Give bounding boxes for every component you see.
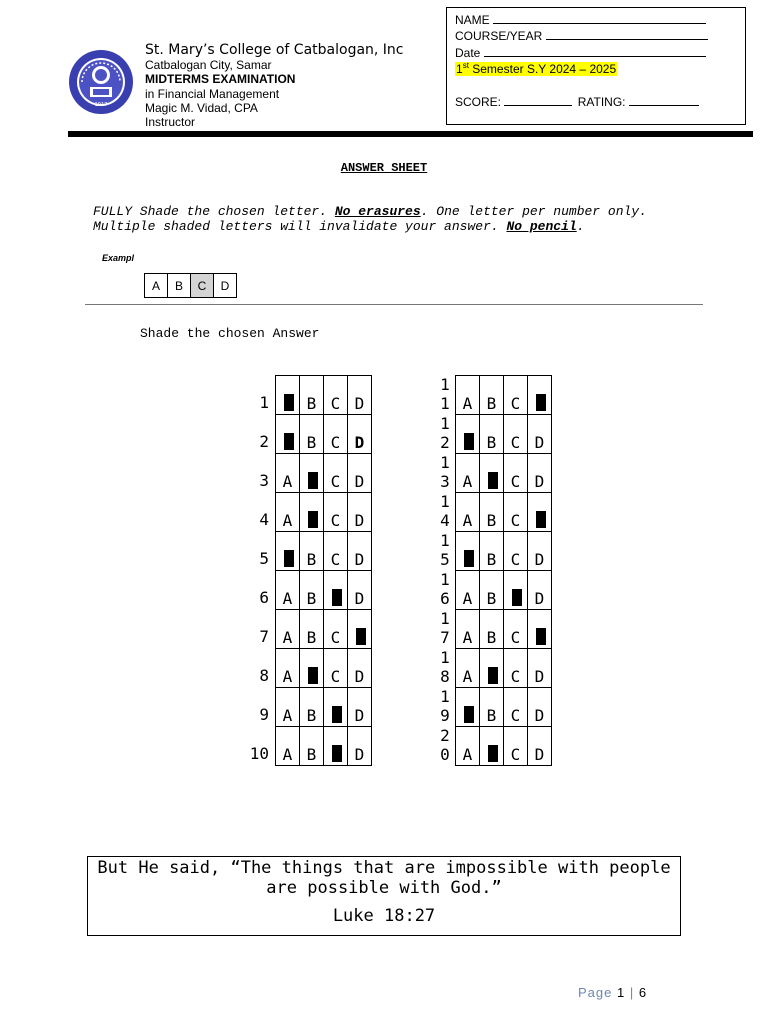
shaded-mark <box>464 433 474 450</box>
quote-text: But He said, “The things that are impossible with people are possible with God.” <box>97 858 671 898</box>
shaded-mark <box>488 745 498 762</box>
example-option-c: C <box>191 274 214 298</box>
date-label: Date <box>455 46 481 60</box>
answer-option-1-d[interactable]: D <box>348 376 372 415</box>
date-field[interactable] <box>455 45 706 60</box>
score-rating-field[interactable] <box>455 94 699 109</box>
answer-option-18-c[interactable]: C <box>504 649 528 688</box>
answer-option-20-a[interactable]: A <box>456 727 480 766</box>
answer-option-12-a[interactable] <box>456 415 480 454</box>
answer-option-16-c[interactable] <box>504 571 528 610</box>
total-pages: 6 <box>638 985 648 1000</box>
answer-option-12-c[interactable]: C <box>504 415 528 454</box>
instructions: FULLY Shade the chosen letter. No erasures. One letter per number only. Multiple shaded letters will invalidate your answer. No pencil. <box>93 204 647 234</box>
answer-option-4-d[interactable]: D <box>348 493 372 532</box>
shaded-mark <box>308 472 318 489</box>
answer-option-19-b[interactable]: B <box>480 688 504 727</box>
semester-highlight: 1st Semester S.Y 2024 – 2025 <box>456 61 617 76</box>
answer-option-6-d[interactable]: D <box>348 571 372 610</box>
shaded-mark <box>536 628 546 645</box>
answer-option-8-d[interactable]: D <box>348 649 372 688</box>
example-option-d: D <box>214 274 237 298</box>
question-number: 4 <box>259 510 269 529</box>
answer-option-15-d[interactable]: D <box>528 532 552 571</box>
answer-option-17-c[interactable]: C <box>504 610 528 649</box>
answer-option-3-c[interactable]: C <box>324 454 348 493</box>
answer-option-10-b[interactable]: B <box>300 727 324 766</box>
answer-option-6-a[interactable]: A <box>276 571 300 610</box>
answer-option-17-b[interactable]: B <box>480 610 504 649</box>
question-number: 1 6 <box>440 570 450 608</box>
answer-option-3-a[interactable]: A <box>276 454 300 493</box>
shaded-mark <box>464 706 474 723</box>
answer-option-13-d[interactable]: D <box>528 454 552 493</box>
date-blank[interactable] <box>484 45 706 57</box>
answer-option-6-c[interactable] <box>324 571 348 610</box>
answer-option-13-c[interactable]: C <box>504 454 528 493</box>
answer-option-20-d[interactable]: D <box>528 727 552 766</box>
answer-option-8-a[interactable]: A <box>276 649 300 688</box>
answer-option-17-d[interactable] <box>528 610 552 649</box>
shaded-mark <box>332 745 342 762</box>
instructor-name: Magic M. Vidad, CPA <box>145 101 258 115</box>
shaded-mark <box>284 433 294 450</box>
answer-option-4-c[interactable]: C <box>324 493 348 532</box>
answer-option-18-a[interactable]: A <box>456 649 480 688</box>
answer-option-19-c[interactable]: C <box>504 688 528 727</box>
answer-option-11-c[interactable]: C <box>504 376 528 415</box>
answer-option-10-c[interactable] <box>324 727 348 766</box>
question-number: 1 8 <box>440 648 450 686</box>
answer-option-3-d[interactable]: D <box>348 454 372 493</box>
course-year-label: COURSE/YEAR <box>455 29 543 43</box>
answer-option-14-c[interactable]: C <box>504 493 528 532</box>
question-number: 1 2 <box>440 414 450 452</box>
name-field[interactable] <box>455 12 706 27</box>
exam-subject: in Financial Management <box>145 87 280 101</box>
question-number: 8 <box>259 666 269 685</box>
svg-text:1917: 1917 <box>94 102 108 108</box>
answer-option-11-b[interactable]: B <box>480 376 504 415</box>
example-option-b: B <box>168 274 191 298</box>
bible-quote-box <box>87 856 681 936</box>
question-number: 9 <box>259 705 269 724</box>
shaded-mark <box>536 511 546 528</box>
question-number: 1 7 <box>440 609 450 647</box>
shaded-mark <box>308 511 318 528</box>
question-number: 1 9 <box>440 687 450 725</box>
answer-option-4-a[interactable]: A <box>276 493 300 532</box>
example-options <box>144 273 237 298</box>
page-footer <box>578 985 647 1000</box>
shaded-mark <box>332 589 342 606</box>
page-separator: | <box>629 985 635 1000</box>
shaded-mark <box>284 550 294 567</box>
answer-option-1-b[interactable]: B <box>300 376 324 415</box>
answer-option-9-c[interactable] <box>324 688 348 727</box>
name-blank[interactable] <box>493 12 706 24</box>
answer-option-16-b[interactable]: B <box>480 571 504 610</box>
answer-option-6-b[interactable]: B <box>300 571 324 610</box>
question-number: 1 1 <box>440 375 450 413</box>
answer-option-11-d[interactable] <box>528 376 552 415</box>
page-word: Page <box>578 985 613 1000</box>
answer-option-7-d[interactable] <box>348 610 372 649</box>
answer-option-16-d[interactable]: D <box>528 571 552 610</box>
answer-option-2-d[interactable]: D <box>348 415 372 454</box>
question-number: 6 <box>259 588 269 607</box>
answer-option-17-a[interactable]: A <box>456 610 480 649</box>
question-number: 3 <box>259 471 269 490</box>
shaded-mark <box>536 394 546 411</box>
answer-option-7-c[interactable]: C <box>324 610 348 649</box>
shaded-mark <box>488 472 498 489</box>
page-number: 1 <box>617 985 626 1000</box>
shaded-mark <box>332 706 342 723</box>
shaded-mark <box>284 394 294 411</box>
answer-option-12-d[interactable]: D <box>528 415 552 454</box>
answer-option-14-a[interactable]: A <box>456 493 480 532</box>
example-option-a: A <box>145 274 168 298</box>
score-blank[interactable] <box>504 94 572 106</box>
student-info-box <box>446 7 746 125</box>
answer-option-2-a[interactable] <box>276 415 300 454</box>
answer-option-18-d[interactable]: D <box>528 649 552 688</box>
semester-line <box>455 61 617 76</box>
course-year-field[interactable] <box>455 28 708 43</box>
answer-option-7-a[interactable]: A <box>276 610 300 649</box>
answer-option-1-c[interactable]: C <box>324 376 348 415</box>
answer-option-15-a[interactable] <box>456 532 480 571</box>
answer-option-19-a[interactable] <box>456 688 480 727</box>
question-number: 1 <box>259 393 269 412</box>
section-divider <box>85 304 703 305</box>
school-name: St. Mary’s College of Catbalogan, Inc <box>145 42 404 58</box>
answer-option-20-c[interactable]: C <box>504 727 528 766</box>
rating-blank[interactable] <box>629 94 699 106</box>
question-number: 7 <box>259 627 269 646</box>
question-number: 10 <box>249 744 269 763</box>
answer-option-3-b[interactable] <box>300 454 324 493</box>
answer-option-14-d[interactable] <box>528 493 552 532</box>
answer-option-2-c[interactable]: C <box>324 415 348 454</box>
shaded-mark <box>356 628 366 645</box>
answer-option-13-b[interactable] <box>480 454 504 493</box>
answer-option-8-c[interactable]: C <box>324 649 348 688</box>
answer-option-9-a[interactable]: A <box>276 688 300 727</box>
answer-option-4-b[interactable] <box>300 493 324 532</box>
shaded-mark <box>464 550 474 567</box>
answer-option-14-b[interactable]: B <box>480 493 504 532</box>
answer-option-13-a[interactable]: A <box>456 454 480 493</box>
answer-option-18-b[interactable] <box>480 649 504 688</box>
question-number: 1 3 <box>440 453 450 491</box>
answer-option-8-b[interactable] <box>300 649 324 688</box>
school-address: Catbalogan City, Samar <box>145 58 272 72</box>
instructor-role: Instructor <box>145 115 196 129</box>
rating-label: RATING: <box>577 95 626 109</box>
question-number: 5 <box>259 549 269 568</box>
shaded-mark <box>308 667 318 684</box>
header-divider <box>68 131 753 137</box>
course-year-blank[interactable] <box>546 28 708 40</box>
shaded-mark <box>512 589 522 606</box>
question-number: 1 4 <box>440 492 450 530</box>
answer-option-5-a[interactable] <box>276 532 300 571</box>
college-seal-logo <box>68 49 134 115</box>
question-number: 2 0 <box>440 726 450 764</box>
answer-option-11-a[interactable]: A <box>456 376 480 415</box>
shade-instruction: Shade the chosen Answer <box>140 326 320 341</box>
answer-option-12-b[interactable]: B <box>480 415 504 454</box>
answer-option-10-a[interactable]: A <box>276 727 300 766</box>
name-label: NAME <box>455 13 490 27</box>
score-label: SCORE: <box>455 95 502 109</box>
shaded-mark <box>488 667 498 684</box>
answer-option-15-b[interactable]: B <box>480 532 504 571</box>
answer-option-5-d[interactable]: D <box>348 532 372 571</box>
answer-option-1-a[interactable] <box>276 376 300 415</box>
question-number: 2 <box>259 432 269 451</box>
question-number: 1 5 <box>440 531 450 569</box>
answer-option-20-b[interactable] <box>480 727 504 766</box>
answer-sheet-title: ANSWER SHEET <box>340 161 428 175</box>
example-label: Exampl <box>102 253 135 263</box>
answer-option-15-c[interactable]: C <box>504 532 528 571</box>
answer-option-19-d[interactable]: D <box>528 688 552 727</box>
answer-option-7-b[interactable]: B <box>300 610 324 649</box>
answer-option-10-d[interactable]: D <box>348 727 372 766</box>
answer-option-16-a[interactable]: A <box>456 571 480 610</box>
answer-option-2-b[interactable]: B <box>300 415 324 454</box>
answer-option-5-c[interactable]: C <box>324 532 348 571</box>
exam-title: MIDTERMS EXAMINATION <box>145 72 296 86</box>
answer-option-9-b[interactable]: B <box>300 688 324 727</box>
quote-reference: Luke 18:27 <box>332 906 436 926</box>
answer-option-5-b[interactable]: B <box>300 532 324 571</box>
answer-option-9-d[interactable]: D <box>348 688 372 727</box>
